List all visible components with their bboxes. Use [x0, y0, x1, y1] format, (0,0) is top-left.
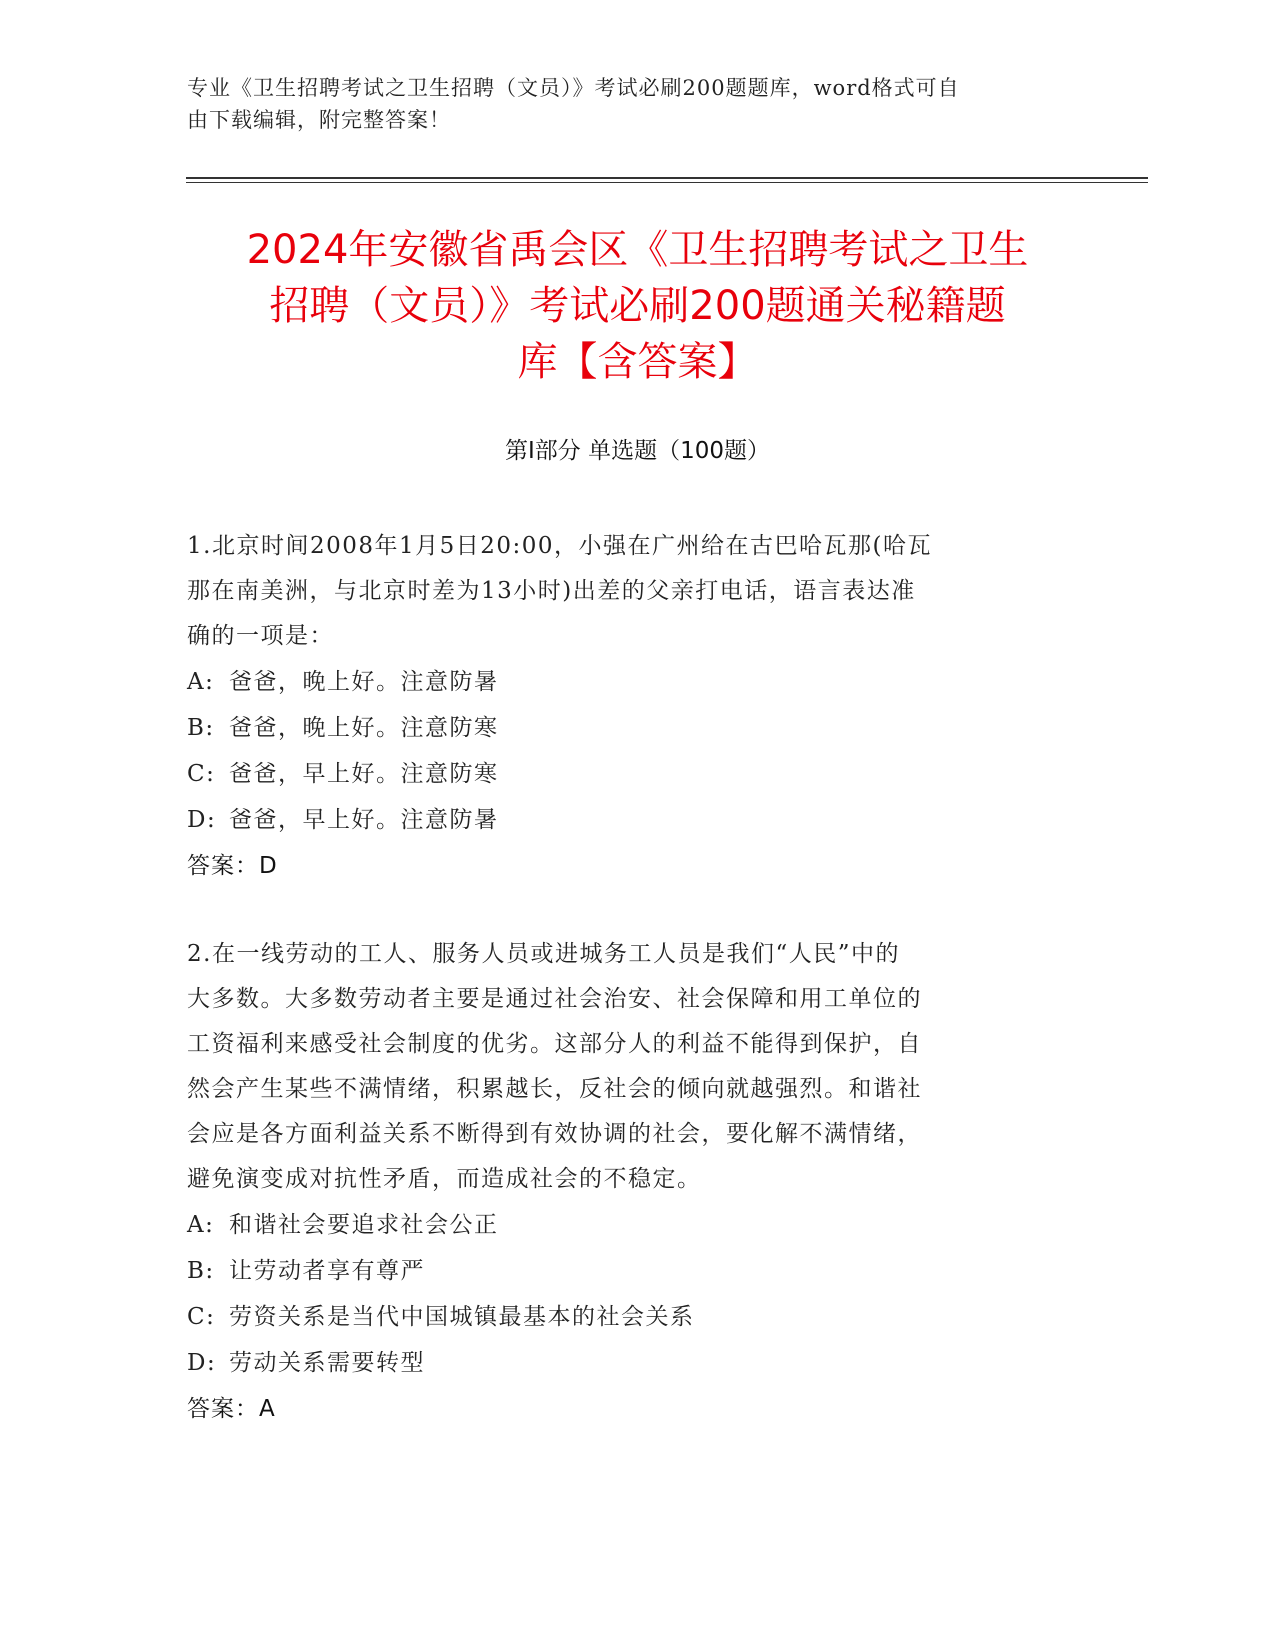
question-stem-line: 避免演变成对抗性矛盾，而造成社会的不稳定。 [187, 1166, 702, 1192]
document-title-line-1: 2024年安徽省禹会区《卫生招聘考试之卫生 [246, 227, 1029, 273]
option-letter: A: [187, 669, 215, 695]
option-letter: D: [187, 1350, 217, 1376]
option-letter: C: [187, 761, 216, 787]
question-stem-line: 工资福利来感受社会制度的优劣。这部分人的利益不能得到保护，自 [187, 1031, 922, 1057]
option-d [187, 797, 1077, 843]
document-title-line-2: 招聘（文员）》考试必刷200题通关秘籍题 [269, 283, 1006, 329]
option-text: 爸爸，晚上好。注意防暑 [229, 669, 499, 695]
option-a [187, 659, 1077, 705]
option-letter: B: [187, 1258, 215, 1284]
document-title-line-3: 库【含答案】 [517, 339, 758, 385]
question-stem-line: 那在南美洲，与北京时差为13小时)出差的父亲打电话，语言表达准 [187, 578, 916, 604]
question-stem-line: 大多数。大多数劳动者主要是通过社会治安、社会保障和用工单位的 [187, 986, 922, 1012]
option-a [187, 1202, 1077, 1248]
option-text: 爸爸，晚上好。注意防寒 [229, 715, 499, 741]
option-b [187, 705, 1077, 751]
option-text: 劳资关系是当代中国城镇最基本的社会关系 [229, 1304, 695, 1330]
option-letter: A: [187, 1212, 215, 1238]
header-note-line-1: 专业《卫生招聘考试之卫生招聘（文员）》考试必刷200题题库，word格式可自 [187, 76, 960, 100]
option-text: 和谐社会要追求社会公正 [229, 1212, 499, 1238]
section-heading: 第I部分 单选题（100题） [505, 438, 770, 464]
header-note [187, 72, 1067, 136]
option-d [187, 1340, 1077, 1386]
answer-line: 答案：A [187, 1396, 276, 1422]
question-stem [187, 932, 1077, 1202]
question-2 [187, 932, 1077, 1432]
document-title [180, 222, 1095, 390]
header-note-line-2: 由下载编辑，附完整答案！ [187, 108, 451, 132]
option-text: 爸爸，早上好。注意防寒 [229, 761, 499, 787]
question-stem-line: 然会产生某些不满情绪，积累越长，反社会的倾向就越强烈。和谐社 [187, 1076, 922, 1102]
question-stem-line: 2.在一线劳动的工人、服务人员或进城务工人员是我们“人民”中的 [187, 941, 900, 967]
option-letter: D: [187, 807, 217, 833]
option-c [187, 751, 1077, 797]
header-rule-thick [186, 177, 1148, 179]
question-stem-line: 1.北京时间2008年1月5日20:00，小强在广州给在古巴哈瓦那(哈瓦 [187, 533, 932, 559]
option-b [187, 1248, 1077, 1294]
question-1 [187, 524, 1077, 889]
option-text: 劳动关系需要转型 [229, 1350, 425, 1376]
answer-line: 答案：D [187, 853, 278, 879]
question-stem-line: 确的一项是： [187, 623, 334, 649]
header-rule-thin [186, 182, 1148, 183]
option-letter: C: [187, 1304, 216, 1330]
question-stem [187, 524, 1077, 659]
option-text: 爸爸，早上好。注意防暑 [229, 807, 499, 833]
option-letter: B: [187, 715, 215, 741]
question-stem-line: 会应是各方面利益关系不断得到有效协调的社会，要化解不满情绪， [187, 1121, 922, 1147]
option-c [187, 1294, 1077, 1340]
option-text: 让劳动者享有尊严 [229, 1258, 425, 1284]
